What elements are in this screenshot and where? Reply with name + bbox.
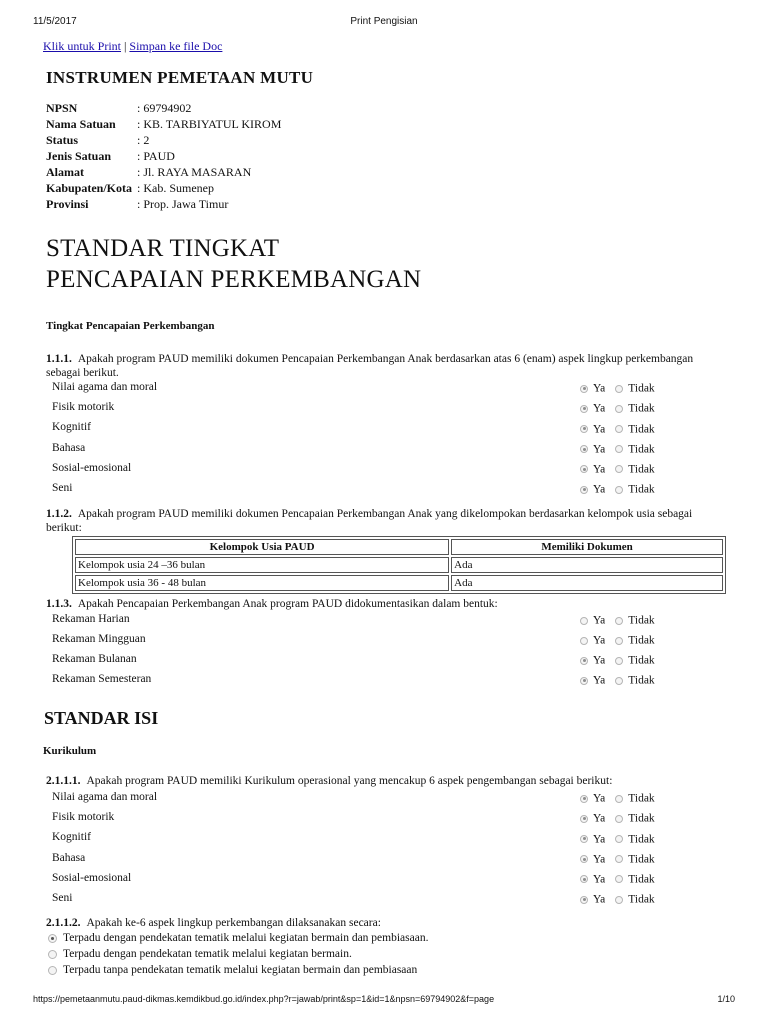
- section2-title: STANDAR ISI: [44, 708, 159, 728]
- info-label: Provinsi: [46, 197, 89, 211]
- option-row: [52, 633, 672, 651]
- info-label: Alamat: [46, 165, 84, 179]
- choice-label: Terpadu tanpa pendekatan tematik melalui kegiatan bermain dan pembiasaan: [63, 964, 418, 976]
- radio-button[interactable]: [580, 795, 588, 803]
- option-row: [52, 462, 672, 480]
- action-links: [43, 39, 222, 54]
- option-row: [52, 381, 672, 399]
- info-row: [46, 197, 281, 213]
- ya-option: [580, 654, 605, 666]
- tidak-label: Tidak: [628, 402, 655, 415]
- option-row: [52, 872, 672, 890]
- answer-choices: [580, 463, 655, 476]
- radio-button[interactable]: [48, 950, 57, 959]
- tidak-label: Tidak: [628, 483, 655, 496]
- section1-title: STANDAR TINGKAT PENCAPAIAN PERKEMBANGAN: [46, 235, 422, 293]
- radio-button[interactable]: [615, 855, 623, 863]
- answer-choices: [580, 832, 655, 845]
- option-label: Fisik motorik: [52, 401, 115, 414]
- table-header: Memiliki Dokumen: [451, 539, 723, 555]
- radio-button[interactable]: [580, 637, 588, 645]
- radio-button[interactable]: [615, 875, 623, 883]
- tidak-label: Tidak: [628, 674, 655, 687]
- ya-option: [580, 614, 605, 626]
- answer-choices: [580, 382, 655, 395]
- tidak-label: Tidak: [628, 443, 655, 456]
- option-label: Nilai agama dan moral: [52, 791, 158, 803]
- radio-button[interactable]: [615, 657, 623, 665]
- answer-choices: [580, 422, 655, 435]
- question-2-1-1-1: 2.1.1.1. Apakah program PAUD memiliki Kurikulum operasional yang mencakup 6 aspek pengembangan sebagai berikut:: [46, 775, 613, 787]
- choice-label: Terpadu dengan pendekatan tematik melalui kegiatan bermain.: [63, 948, 352, 960]
- option-label: Nilai agama dan moral: [52, 381, 158, 393]
- radio-button[interactable]: [580, 385, 588, 393]
- tidak-option: [615, 654, 654, 666]
- radio-button[interactable]: [580, 896, 588, 904]
- link-separator: |: [121, 39, 130, 53]
- option-label: Fisik motorik: [52, 811, 115, 824]
- info-label: Jenis Satuan: [46, 149, 112, 163]
- info-value: : Kab. Sumenep: [137, 181, 214, 195]
- option-row: [52, 852, 672, 870]
- radio-button[interactable]: [580, 405, 588, 413]
- ya-option: [580, 812, 605, 824]
- radio-button[interactable]: [615, 405, 623, 413]
- option-row: [52, 892, 672, 910]
- radio-button[interactable]: [580, 875, 588, 883]
- ya-option: [580, 674, 605, 686]
- tidak-label: Tidak: [628, 873, 655, 886]
- document-title: INSTRUMEN PEMETAAN MUTU: [46, 68, 314, 87]
- print-title: Print Pengisian: [350, 16, 418, 27]
- option-label: Rekaman Harian: [52, 613, 130, 625]
- radio-button[interactable]: [615, 617, 623, 625]
- ya-label: Ya: [593, 674, 606, 687]
- tidak-option: [615, 853, 654, 865]
- option-label: Seni: [52, 892, 73, 904]
- tidak-option: [615, 463, 654, 475]
- ya-option: [580, 853, 605, 865]
- ya-option: [580, 443, 605, 455]
- radio-button[interactable]: [580, 617, 588, 625]
- ya-label: Ya: [593, 832, 606, 845]
- answer-choices: [580, 873, 655, 886]
- table-cell: Kelompok usia 36 - 48 bulan: [75, 575, 449, 591]
- ya-label: Ya: [593, 422, 606, 435]
- info-value: : 69794902: [137, 101, 192, 115]
- option-label: Bahasa: [52, 851, 86, 864]
- tidak-option: [615, 792, 654, 804]
- ya-label: Ya: [593, 853, 606, 866]
- ya-label: Ya: [593, 614, 606, 627]
- answer-choices: [580, 812, 655, 825]
- info-value: : KB. TARBIYATUL KIROM: [137, 117, 282, 131]
- section1-subtitle: Tingkat Pencapaian Perkembangan: [46, 320, 215, 332]
- radio-button[interactable]: [580, 855, 588, 863]
- info-value: : Jl. RAYA MASARAN: [137, 165, 252, 179]
- radio-button[interactable]: [615, 465, 623, 473]
- option-row: [52, 811, 672, 829]
- option-row: [52, 421, 672, 439]
- answer-choices: [580, 614, 655, 627]
- info-label: NPSN: [46, 101, 78, 115]
- radio-button[interactable]: [580, 445, 588, 453]
- page-number: 1/10: [717, 994, 735, 1004]
- radio-button[interactable]: [580, 815, 588, 823]
- ya-label: Ya: [593, 382, 606, 395]
- tidak-option: [615, 382, 654, 394]
- table-row: [75, 557, 723, 573]
- option-label: Kognitif: [52, 831, 91, 844]
- radio-button[interactable]: [580, 677, 588, 685]
- info-row: [46, 181, 281, 197]
- radio-button[interactable]: [580, 835, 588, 843]
- tidak-option: [615, 443, 654, 455]
- ya-label: Ya: [593, 792, 606, 805]
- tidak-option: [615, 423, 654, 435]
- answer-choices: [580, 483, 655, 496]
- ya-option: [580, 833, 605, 845]
- option-row: [52, 482, 672, 500]
- option-label: Rekaman Mingguan: [52, 633, 146, 645]
- ya-label: Ya: [593, 483, 606, 496]
- info-value: : PAUD: [137, 149, 175, 163]
- answer-choices: [580, 634, 655, 647]
- tidak-label: Tidak: [628, 812, 655, 825]
- ya-label: Ya: [593, 634, 606, 647]
- tidak-label: Tidak: [628, 463, 655, 476]
- info-value: : Prop. Jawa Timur: [137, 197, 229, 211]
- school-info-table: [46, 101, 281, 213]
- tidak-label: Tidak: [628, 832, 655, 845]
- answer-choices: [580, 853, 655, 866]
- table-row: [75, 575, 723, 591]
- option-label: Rekaman Semesteran: [52, 673, 152, 685]
- ya-option: [580, 792, 605, 804]
- info-row: [46, 117, 281, 133]
- ya-option: [580, 873, 605, 885]
- ya-option: [580, 382, 605, 394]
- choice-label: Terpadu dengan pendekatan tematik melalui kegiatan bermain dan pembiasaan.: [63, 932, 429, 944]
- radio-button[interactable]: [615, 677, 623, 685]
- radio-button[interactable]: [48, 934, 57, 943]
- ya-label: Ya: [593, 812, 606, 825]
- choice-row[interactable]: [48, 932, 428, 948]
- option-label: Kognitif: [52, 421, 91, 434]
- info-row: [46, 149, 281, 165]
- tidak-label: Tidak: [628, 634, 655, 647]
- radio-button[interactable]: [580, 486, 588, 494]
- option-row: [52, 791, 672, 809]
- ya-label: Ya: [593, 463, 606, 476]
- info-label: Kabupaten/Kota: [46, 181, 133, 195]
- answer-choices: [580, 792, 655, 805]
- ya-option: [580, 893, 605, 905]
- radio-button[interactable]: [580, 657, 588, 665]
- page-url: https://pemetaanmutu.paud-dikmas.kemdikbud.go.id/index.php?r=jawab/print&sp=1&id=1&npsn=69794902&f=page: [33, 994, 495, 1004]
- option-row: [52, 442, 672, 460]
- ya-label: Ya: [593, 402, 606, 415]
- radio-button[interactable]: [615, 835, 623, 843]
- tidak-option: [615, 402, 654, 414]
- info-row: [46, 165, 281, 181]
- radio-button[interactable]: [580, 465, 588, 473]
- tidak-option: [615, 674, 654, 686]
- save-doc-link[interactable]: Simpan ke file Doc: [129, 39, 223, 53]
- ya-option: [580, 634, 605, 646]
- answer-choices: [580, 674, 655, 687]
- option-label: Bahasa: [52, 441, 86, 454]
- radio-button[interactable]: [48, 966, 57, 975]
- choice-row[interactable]: [48, 948, 352, 964]
- question-1-1-2: 1.1.2. Apakah program PAUD memiliki dokumen Pencapaian Perkembangan Anak yang dikelompokan berdasarkan kelompok usia sebagai berikut:: [46, 508, 693, 534]
- tidak-option: [615, 833, 654, 845]
- print-footer: [0, 994, 768, 1008]
- ya-option: [580, 402, 605, 414]
- radio-button[interactable]: [615, 815, 623, 823]
- ya-label: Ya: [593, 443, 606, 456]
- choice-row[interactable]: [48, 964, 417, 980]
- info-label: Status: [46, 133, 79, 147]
- radio-button[interactable]: [615, 637, 623, 645]
- ya-option: [580, 483, 605, 495]
- answer-choices: [580, 893, 655, 906]
- tidak-label: Tidak: [628, 382, 655, 395]
- option-row: [52, 653, 672, 671]
- tidak-option: [615, 812, 654, 824]
- radio-button[interactable]: [615, 385, 623, 393]
- info-row: [46, 101, 281, 117]
- ya-label: Ya: [593, 893, 606, 906]
- tidak-label: Tidak: [628, 853, 655, 866]
- table-cell: Ada: [451, 575, 723, 591]
- ya-label: Ya: [593, 654, 606, 667]
- option-label: Sosial-emosional: [52, 871, 132, 884]
- question-1-1-3: 1.1.3. Apakah Pencapaian Perkembangan Anak program PAUD didokumentasikan dalam bentuk:: [46, 598, 498, 610]
- option-row: [52, 673, 672, 691]
- print-header: [0, 16, 768, 30]
- tidak-label: Tidak: [628, 422, 655, 435]
- radio-button[interactable]: [615, 795, 623, 803]
- ya-option: [580, 423, 605, 435]
- question-2-1-1-2: 2.1.1.2. Apakah ke-6 aspek lingkup perkembangan dilaksanakan secara:: [46, 917, 381, 929]
- option-label: Rekaman Bulanan: [52, 653, 137, 665]
- radio-button[interactable]: [580, 425, 588, 433]
- print-link[interactable]: Klik untuk Print: [43, 39, 122, 53]
- ya-option: [580, 463, 605, 475]
- info-label: Nama Satuan: [46, 117, 116, 131]
- info-row: [46, 133, 281, 149]
- option-row: [52, 401, 672, 419]
- table-header: Kelompok Usia PAUD: [75, 539, 449, 555]
- answer-choices: [580, 654, 655, 667]
- section2-subtitle: Kurikulum: [43, 745, 97, 757]
- radio-button[interactable]: [615, 486, 623, 494]
- option-label: Sosial-emosional: [52, 461, 132, 474]
- tidak-label: Tidak: [628, 893, 655, 906]
- table-cell: Ada: [451, 557, 723, 573]
- radio-button[interactable]: [615, 445, 623, 453]
- tidak-label: Tidak: [628, 654, 655, 667]
- answer-choices: [580, 402, 655, 415]
- radio-button[interactable]: [615, 425, 623, 433]
- question-1-1-1: 1.1.1. Apakah program PAUD memiliki dokumen Pencapaian Perkembangan Anak berdasarkan atas 6 (enam) aspek lingkup perkembangan sebagai berikut.: [46, 353, 694, 379]
- age-group-table: [72, 536, 726, 594]
- tidak-label: Tidak: [628, 792, 655, 805]
- tidak-option: [615, 634, 654, 646]
- tidak-option: [615, 893, 654, 905]
- info-value: : 2: [137, 133, 150, 147]
- tidak-option: [615, 483, 654, 495]
- tidak-option: [615, 614, 654, 626]
- option-label: Seni: [52, 482, 73, 494]
- table-cell: Kelompok usia 24 –36 bulan: [75, 557, 449, 573]
- tidak-label: Tidak: [628, 614, 655, 627]
- tidak-option: [615, 873, 654, 885]
- print-date: 11/5/2017: [33, 16, 77, 27]
- option-row: [52, 831, 672, 849]
- ya-label: Ya: [593, 873, 606, 886]
- answer-choices: [580, 443, 655, 456]
- option-row: [52, 613, 672, 631]
- radio-button[interactable]: [615, 896, 623, 904]
